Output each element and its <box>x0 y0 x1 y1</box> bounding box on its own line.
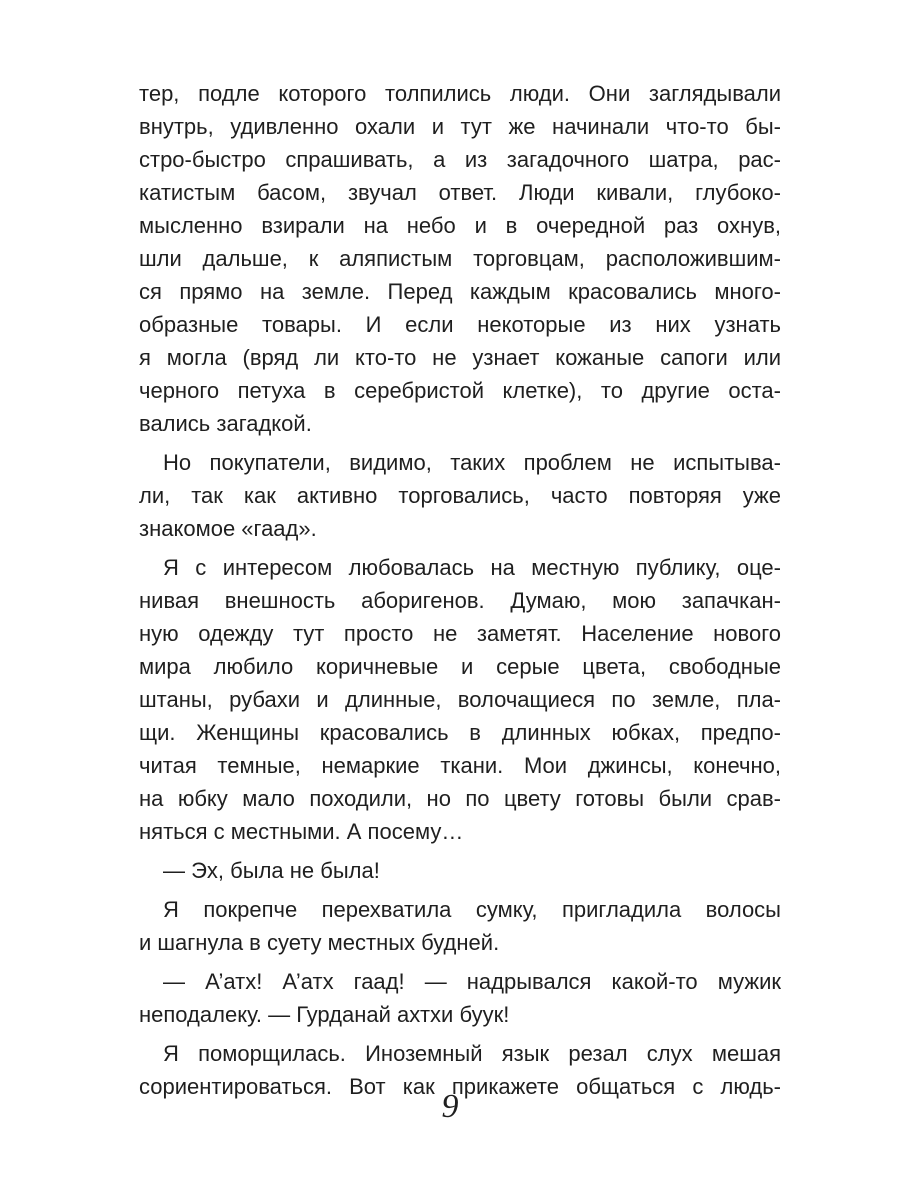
text-line: щи. Женщины красовались в длинных юбках, предпо- <box>139 720 781 745</box>
text-line: знакомое «гаад». <box>139 516 317 541</box>
paragraph <box>139 965 781 1031</box>
text-line: образные товары. И если некоторые из них узнать <box>139 312 781 337</box>
paragraph <box>139 551 781 848</box>
text-line: ся прямо на земле. Перед каждым красовались много- <box>139 279 781 304</box>
text-line: Я поморщилась. Иноземный язык резал слух мешая <box>163 1041 781 1066</box>
text-line: на юбку мало походили, но по цвету готовы были срав- <box>139 786 781 811</box>
text-line: ли, так как активно торговались, часто повторяя уже <box>139 483 781 508</box>
text-line: и шагнула в суету местных будней. <box>139 930 500 955</box>
text-line: я могла (вряд ли кто-то не узнает кожаные сапоги или <box>139 345 781 370</box>
text-line: шли дальше, к аляпистым торговцам, расположившим- <box>139 246 781 271</box>
text-line: — Эх, была не была! <box>163 858 380 883</box>
text-line: мира любило коричневые и серые цвета, свободные <box>139 654 781 679</box>
paragraph <box>139 446 781 545</box>
text-line: внутрь, удивленно охали и тут же начинали что-то бы- <box>139 114 781 139</box>
text-line: катистым басом, звучал ответ. Люди кивали, глубоко- <box>139 180 781 205</box>
text-line: няться с местными. А посему… <box>139 819 464 844</box>
text-line: сориентироваться. Вот как прикажете общаться с людь- <box>139 1074 781 1099</box>
body-text <box>139 77 781 1103</box>
text-line: нивая внешность аборигенов. Думаю, мою запачкан- <box>139 588 781 613</box>
paragraph <box>139 893 781 959</box>
page-number: 9 <box>441 1088 459 1125</box>
text-line: мысленно взирали на небо и в очередной раз охнув, <box>139 213 781 238</box>
text-line: тер, подле которого толпились люди. Они заглядывали <box>139 81 781 106</box>
text-line: черного петуха в серебристой клетке), то другие оста- <box>139 378 781 403</box>
text-line: неподалеку. — Гурданай ахтхи буук! <box>139 1002 510 1027</box>
text-line: читая темные, немаркие ткани. Мои джинсы, конечно, <box>139 753 781 778</box>
text-line: стро-быстро спрашивать, а из загадочного шатра, рас- <box>139 147 781 172</box>
text-line: Я покрепче перехватила сумку, пригладила волосы <box>163 897 781 922</box>
paragraph <box>139 77 781 440</box>
text-line: Я с интересом любовалась на местную публику, оце- <box>163 555 781 580</box>
text-line: штаны, рубахи и длинные, волочащиеся по земле, пла- <box>139 687 781 712</box>
text-line: Но покупатели, видимо, таких проблем не испытыва- <box>163 450 781 475</box>
text-line: — А’атх! А’атх гаад! — надрывался какой-то мужик <box>163 969 781 994</box>
text-line: ную одежду тут просто не заметят. Население нового <box>139 621 781 646</box>
text-line: вались загадкой. <box>139 411 312 436</box>
paragraph <box>139 854 781 887</box>
